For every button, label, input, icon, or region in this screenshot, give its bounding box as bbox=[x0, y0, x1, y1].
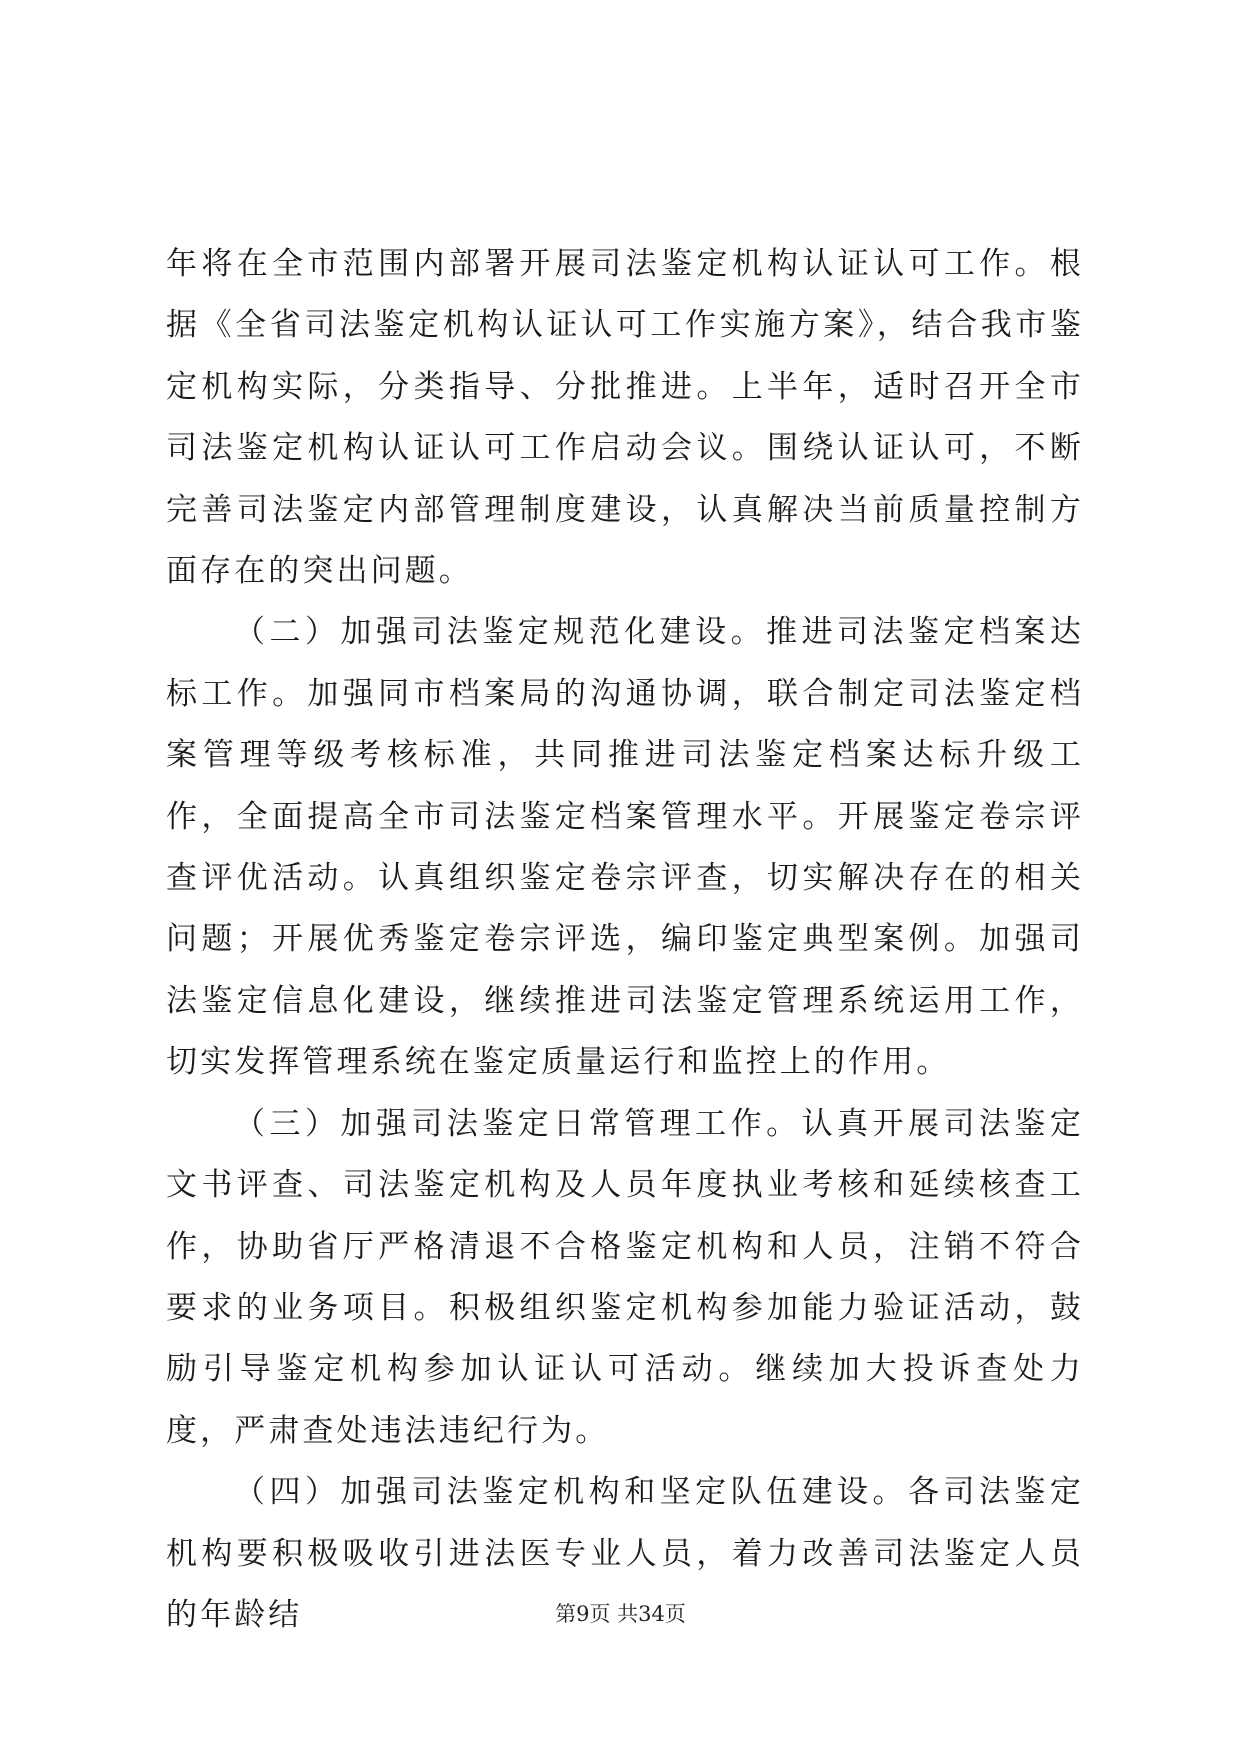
paragraph-4: （四）加强司法鉴定机构和坚定队伍建设。各司法鉴定机构要积极吸收引进法医专业人员，着力改善司法鉴定人员的年龄结 bbox=[166, 1474, 1084, 1633]
paragraph-1: 年将在全市范围内部署开展司法鉴定机构认证认可工作。根据《全省司法鉴定机构认证认可工作实施方案》，结合我市鉴定机构实际，分类指导、分批推进。上半年，适时召开全市司法鉴定机构认证认可工作启动会议。围绕认证认可，不断完善司法鉴定内部管理制度建设，认真解决当前质量控制方面存在的突出问题。 bbox=[166, 246, 1084, 590]
document-body bbox=[166, 234, 1084, 1646]
paragraph-2: （二）加强司法鉴定规范化建设。推进司法鉴定档案达标工作。加强同市档案局的沟通协调，联合制定司法鉴定档案管理等级考核标准，共同推进司法鉴定档案达标升级工作，全面提高全市司法鉴定档案管理水平。开展鉴定卷宗评查评优活动。认真组织鉴定卷宗评查，切实解决存在的相关问题；开展优秀鉴定卷宗评选，编印鉴定典型案例。加强司法鉴定信息化建设，继续推进司法鉴定管理系统运用工作，切实发挥管理系统在鉴定质量运行和监控上的作用。 bbox=[166, 614, 1084, 1081]
paragraph-3: （三）加强司法鉴定日常管理工作。认真开展司法鉴定文书评查、司法鉴定机构及人员年度执业考核和延续核查工作，协助省厅严格清退不合格鉴定机构和人员，注销不符合要求的业务项目。积极组织鉴定机构参加能力验证活动，鼓励引导鉴定机构参加认证认可活动。继续加大投诉查处力度，严肃查处违法违纪行为。 bbox=[166, 1105, 1084, 1449]
page-number-footer: 第9页 共34页 bbox=[555, 1602, 686, 1626]
